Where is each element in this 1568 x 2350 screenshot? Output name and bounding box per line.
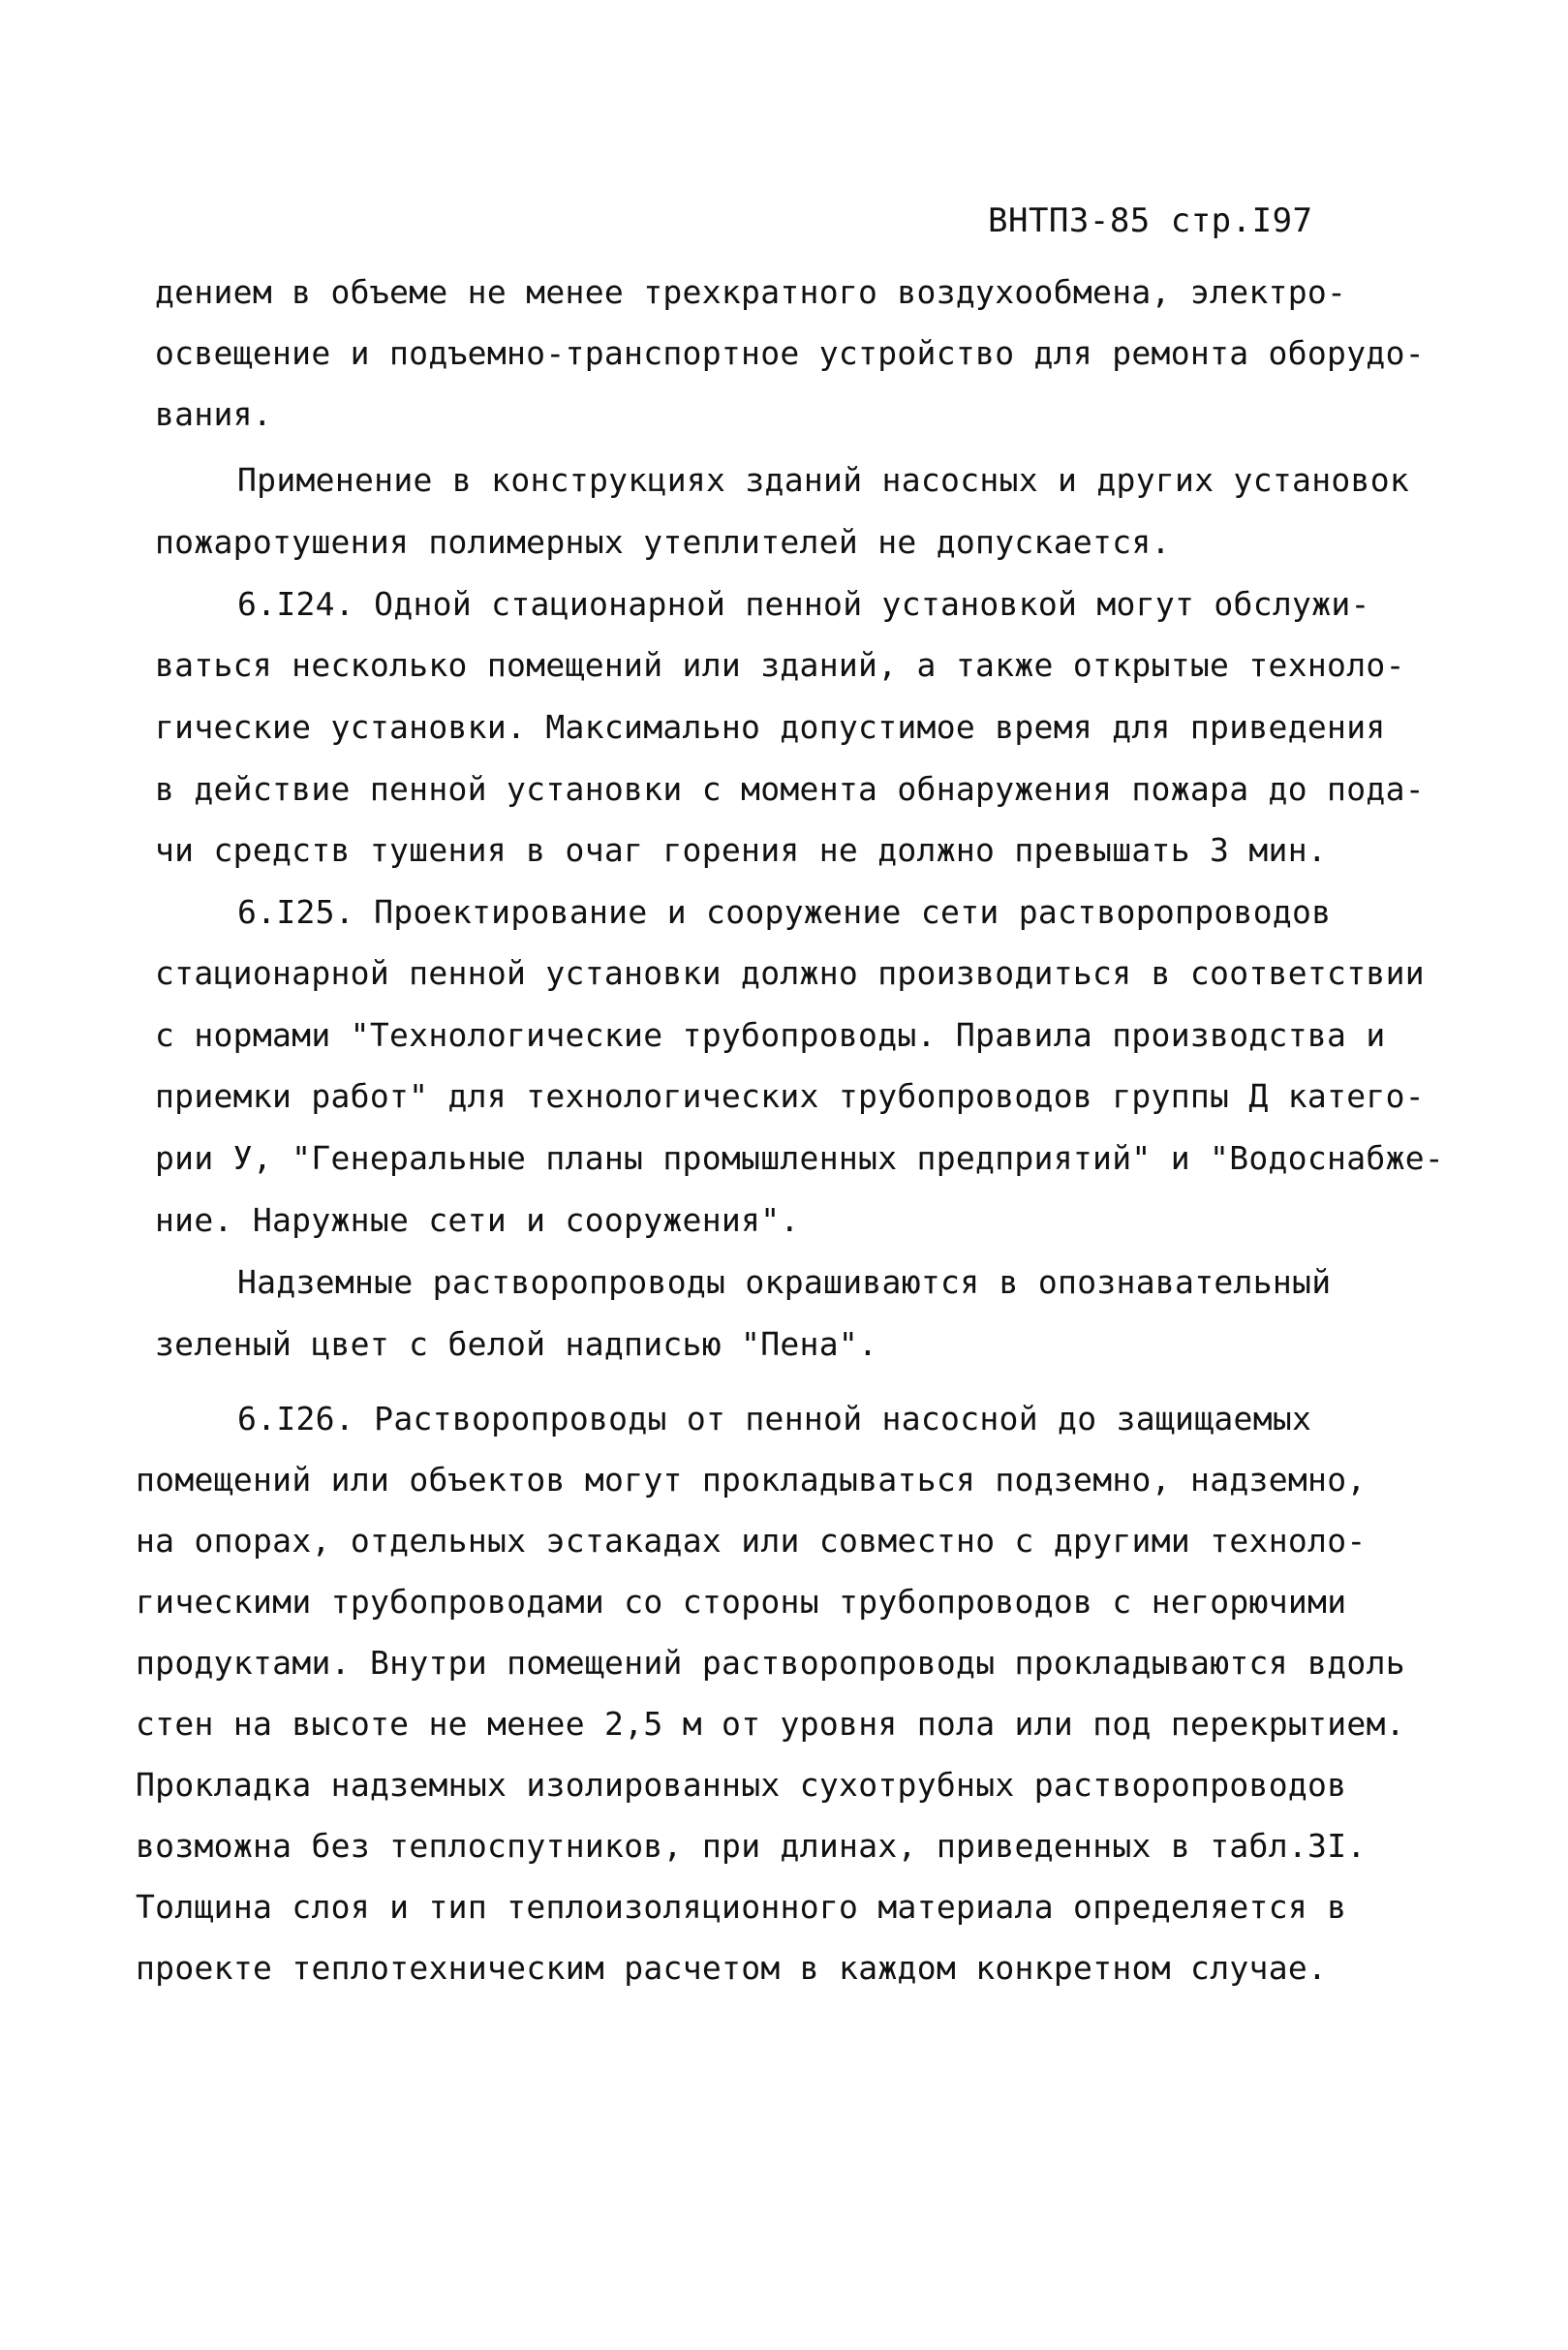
text-line: возможна без теплоспутников, при длинах, приведенных в табл.3I. bbox=[136, 1827, 1367, 1865]
text-line: в действие пенной установки с момента обнаружения пожара до пода- bbox=[155, 770, 1425, 808]
text-line: Толщина слоя и тип теплоизоляционного материала определяется в bbox=[136, 1888, 1347, 1926]
text-line: Применение в конструкциях зданий насосных и других установок bbox=[237, 461, 1410, 499]
text-line: гические установки. Максимально допустимое время для приведения bbox=[155, 708, 1386, 746]
text-line: ваться несколько помещений или зданий, а также открытые техноло- bbox=[155, 646, 1405, 684]
text-line: Прокладка надземных изолированных сухотрубных растворопроводов bbox=[136, 1766, 1347, 1804]
text-line: гическими трубопроводами со стороны трубопроводов с негорючими bbox=[136, 1583, 1347, 1621]
text-line: приемки работ" для технологических трубопроводов группы Д катего- bbox=[155, 1077, 1425, 1115]
text-line: освещение и подъемно-транспортное устройство для ремонта оборудо- bbox=[155, 334, 1425, 372]
text-line: продуктами. Внутри помещений растворопроводы прокладываются вдоль bbox=[136, 1644, 1405, 1682]
text-line: 6.I25. Проектирование и сооружение сети растворопроводов bbox=[237, 893, 1332, 931]
text-line: проекте теплотехническим расчетом в каждом конкретном случае. bbox=[136, 1949, 1328, 1987]
text-line: чи средств тушения в очаг горения не должно превышать 3 мин. bbox=[155, 831, 1328, 869]
text-line: зеленый цвет с белой надписью "Пена". bbox=[155, 1325, 878, 1363]
text-line: стационарной пенной установки должно производиться в соответствии bbox=[155, 954, 1425, 992]
text-line: пожаротушения полимерных утеплителей не допускается. bbox=[155, 523, 1171, 561]
text-line: помещений или объектов могут прокладываться подземно, надземно, bbox=[136, 1461, 1367, 1499]
text-line: Надземные растворопроводы окрашиваются в опознавательный bbox=[237, 1263, 1332, 1301]
text-line: с нормами "Технологические трубопроводы. Правила производства и bbox=[155, 1016, 1386, 1054]
text-line: 6.I24. Одной стационарной пенной установкой могут обслужи- bbox=[237, 585, 1370, 623]
text-line: 6.I26. Растворопроводы от пенной насосной до защищаемых bbox=[237, 1400, 1312, 1438]
text-line: рии У, "Генеральные планы промышленных предприятий" и "Водоснабже- bbox=[155, 1139, 1445, 1177]
text-line: вания. bbox=[155, 395, 273, 433]
page-header: ВНТПЗ-85 стр.I97 bbox=[988, 201, 1313, 240]
text-line: стен на высоте не менее 2,5 м от уровня пола или под перекрытием. bbox=[136, 1705, 1405, 1743]
text-line: ние. Наружные сети и сооружения". bbox=[155, 1201, 800, 1239]
text-line: на опорах, отдельных эстакадах или совместно с другими техноло- bbox=[136, 1522, 1367, 1560]
text-line: дением в объеме не менее трехкратного воздухообмена, электро- bbox=[155, 273, 1347, 311]
